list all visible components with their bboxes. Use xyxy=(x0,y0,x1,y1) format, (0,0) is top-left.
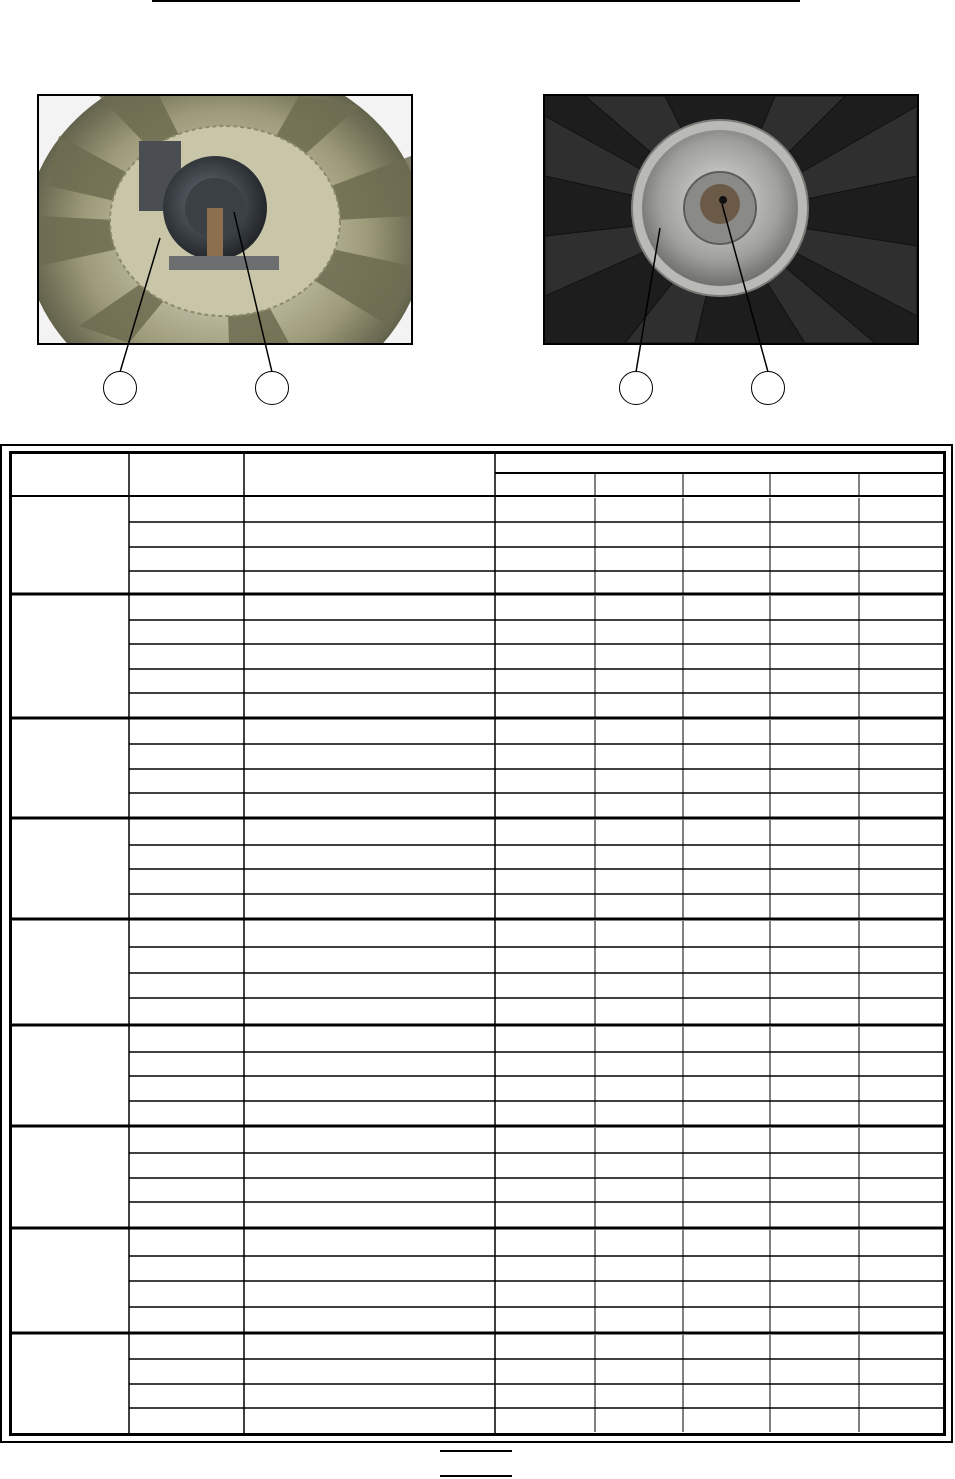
fan-hub-photo xyxy=(543,94,919,345)
callout-circle-3 xyxy=(619,371,653,405)
footer-rule-2 xyxy=(440,1475,512,1477)
fan-motor-photo-drawing xyxy=(39,96,411,343)
fan-motor-photo xyxy=(37,94,413,345)
callout-circle-2 xyxy=(255,371,289,405)
callout-circle-1 xyxy=(103,371,137,405)
callout-circle-4 xyxy=(751,371,785,405)
footer-rule-1 xyxy=(440,1450,512,1452)
data-table xyxy=(9,451,946,1436)
header-rule xyxy=(152,0,800,2)
fan-hub-photo-drawing xyxy=(545,96,917,343)
